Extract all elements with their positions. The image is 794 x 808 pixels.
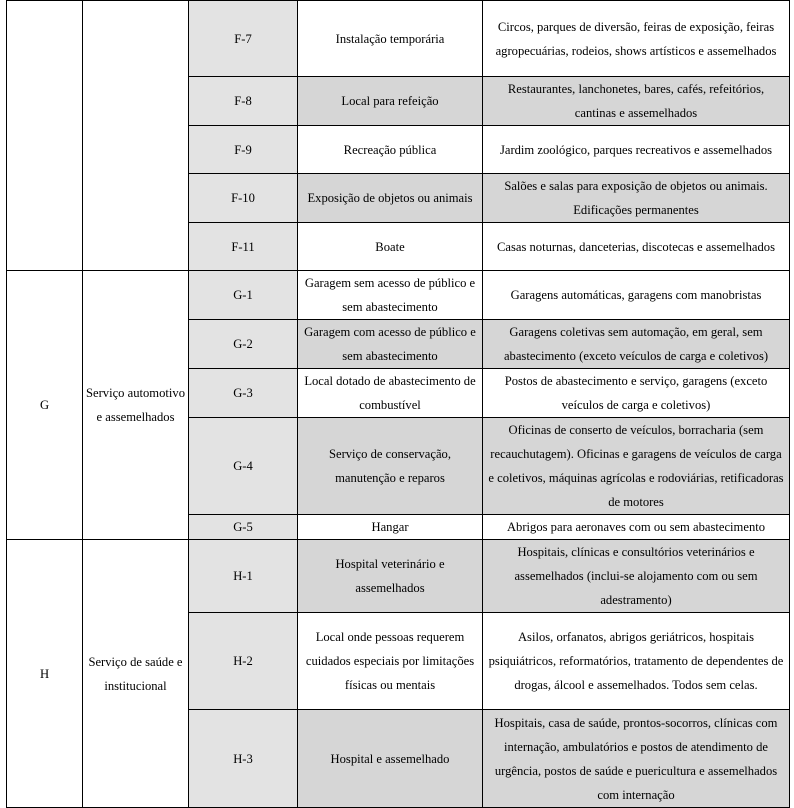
division-code: F-8: [189, 77, 298, 126]
occupation-cell: Garagem com acesso de público e sem abastecimento: [298, 320, 483, 369]
group-name: Serviço de saúde e institucional: [83, 540, 189, 808]
occupation-cell: Local para refeição: [298, 77, 483, 126]
division-code: F-11: [189, 223, 298, 271]
occupation-cell: Local dotado de abastecimento de combustível: [298, 369, 483, 418]
occupation-cell: Serviço de conservação, manutenção e reparos: [298, 418, 483, 515]
occupation-cell: Exposição de objetos ou animais: [298, 174, 483, 223]
occupation-cell: Local onde pessoas requerem cuidados especiais por limitações físicas ou mentais: [298, 613, 483, 710]
occupancy-classification-table: [6, 0, 790, 808]
description-cell: Salões e salas para exposição de objetos ou animais. Edificações permanentes: [483, 174, 790, 223]
description-cell: Abrigos para aeronaves com ou sem abastecimento: [483, 515, 790, 540]
division-code: G-3: [189, 369, 298, 418]
group-name: [83, 1, 189, 271]
division-code: G-2: [189, 320, 298, 369]
description-cell: Casas noturnas, danceterias, discotecas e assemelhados: [483, 223, 790, 271]
group-code: [7, 1, 83, 271]
division-code: G-5: [189, 515, 298, 540]
description-cell: Jardim zoológico, parques recreativos e assemelhados: [483, 126, 790, 174]
group-code: H: [7, 540, 83, 808]
occupation-cell: Garagem sem acesso de público e sem abastecimento: [298, 271, 483, 320]
group-name: Serviço automotivo e assemelhados: [83, 271, 189, 540]
description-cell: Hospitais, casa de saúde, prontos-socorros, clínicas com internação, ambulatórios e postos de atendimento de urgência, postos de saúde e puericultura e assemelhados com internação: [483, 710, 790, 808]
occupation-cell: Instalação temporária: [298, 1, 483, 77]
division-code: F-9: [189, 126, 298, 174]
description-cell: Garagens coletivas sem automação, em geral, sem abastecimento (exceto veículos de carga e coletivos): [483, 320, 790, 369]
description-cell: Asilos, orfanatos, abrigos geriátricos, hospitais psiquiátricos, reformatórios, tratamento de dependentes de drogas, álcool e assemelhados. Todos sem celas.: [483, 613, 790, 710]
description-cell: Circos, parques de diversão, feiras de exposição, feiras agropecuárias, rodeios, shows artísticos e assemelhados: [483, 1, 790, 77]
occupation-cell: Hangar: [298, 515, 483, 540]
description-cell: Hospitais, clínicas e consultórios veterinários e assemelhados (inclui-se alojamento com ou sem adestramento): [483, 540, 790, 613]
division-code: G-4: [189, 418, 298, 515]
occupation-cell: Recreação pública: [298, 126, 483, 174]
division-code: H-1: [189, 540, 298, 613]
division-code: F-7: [189, 1, 298, 77]
description-cell: Garagens automáticas, garagens com manobristas: [483, 271, 790, 320]
description-cell: Postos de abastecimento e serviço, garagens (exceto veículos de carga e coletivos): [483, 369, 790, 418]
division-code: H-3: [189, 710, 298, 808]
division-code: G-1: [189, 271, 298, 320]
description-cell: Oficinas de conserto de veículos, borracharia (sem recauchutagem). Oficinas e garagens de veículos de carga e coletivos, máquinas agrícolas e rodoviárias, retificadoras de motores: [483, 418, 790, 515]
group-code: G: [7, 271, 83, 540]
description-cell: Restaurantes, lanchonetes, bares, cafés, refeitórios, cantinas e assemelhados: [483, 77, 790, 126]
occupation-cell: Hospital veterinário e assemelhados: [298, 540, 483, 613]
occupation-cell: Boate: [298, 223, 483, 271]
division-code: H-2: [189, 613, 298, 710]
division-code: F-10: [189, 174, 298, 223]
occupation-cell: Hospital e assemelhado: [298, 710, 483, 808]
